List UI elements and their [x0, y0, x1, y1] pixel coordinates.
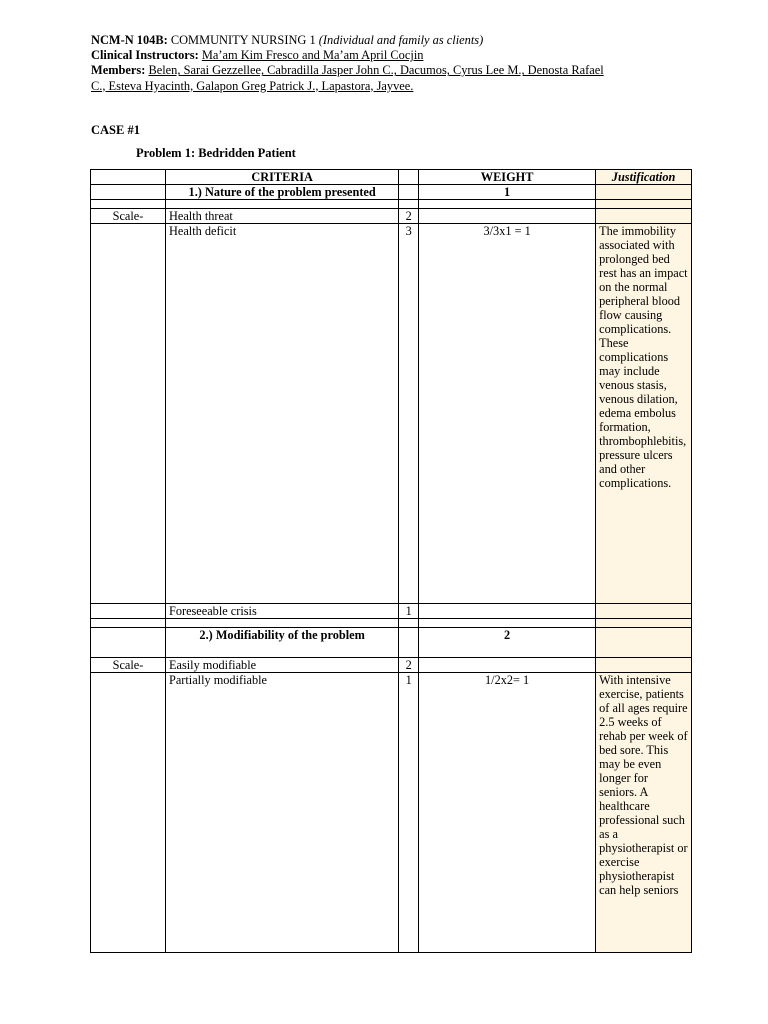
problem-title: Problem 1: Bedridden Patient — [136, 146, 296, 160]
criterion-computed — [419, 658, 596, 673]
course-line: NCM-N 104B: COMMUNITY NURSING 1 (Individual and family as clients) — [91, 33, 484, 47]
table-row — [91, 604, 692, 619]
spacer-row — [91, 619, 692, 628]
criterion-score: 1 — [399, 673, 419, 953]
criterion-computed — [419, 604, 596, 619]
criterion-justification — [596, 658, 692, 673]
criterion-justification: With intensive exercise, patients of all ages require 2.5 weeks of rehab per week of bed sore. This may be even longer for seniors. A healthcare professional such as a physiotherapist or exercise physiotherapist can help seniors — [596, 673, 692, 953]
document-header — [91, 33, 691, 94]
table-header-row — [91, 170, 692, 185]
criterion-score: 2 — [399, 658, 419, 673]
members-line-2: C., Esteva Hyacinth, Galapon Greg Patrick J., Lapastora, Jayvee. — [91, 78, 414, 93]
case-title: CASE #1 — [91, 123, 140, 137]
criterion-score: 1 — [399, 604, 419, 619]
section-2-weight: 2 — [419, 628, 596, 658]
criterion-justification — [596, 209, 692, 224]
instructors-line: Clinical Instructors: Ma’am Kim Fresco and Ma’am April Cocjin — [91, 48, 424, 63]
criterion-computed: 3/3x1 = 1 — [419, 224, 596, 604]
table-row — [91, 209, 692, 224]
criterion-computed — [419, 209, 596, 224]
table-row — [91, 673, 692, 953]
section-2-title: 2.) Modifiability of the problem — [165, 628, 398, 658]
section-1-title: 1.) Nature of the problem presented — [165, 185, 398, 200]
criterion-label: Easily modifiable — [165, 658, 398, 673]
section-1-title-row — [91, 185, 692, 200]
spacer-row — [91, 200, 692, 209]
criterion-score: 2 — [399, 209, 419, 224]
criterion-computed: 1/2x2= 1 — [419, 673, 596, 953]
criterion-justification — [596, 604, 692, 619]
criterion-score: 3 — [399, 224, 419, 604]
criterion-label: Foreseeable crisis — [165, 604, 398, 619]
scale-label: Scale- — [91, 658, 166, 673]
scale-label: Scale- — [91, 209, 166, 224]
members-line: Members: Belen, Sarai Gezzellee, Cabradilla Jasper John C., Dacumos, Cyrus Lee M., Denosta Rafael — [91, 63, 604, 78]
criterion-justification: The immobility associated with prolonged bed rest has an impact on the normal peripheral blood flow causing complications. These complications may include venous stasis, venous dilation, edema embolus formation, thrombophlebitis, pressure ulcers and other complications. — [596, 224, 692, 604]
weight-column-header: WEIGHT — [419, 170, 596, 185]
table-row — [91, 658, 692, 673]
criteria-column-header: CRITERIA — [165, 170, 398, 185]
section-1-weight: 1 — [419, 185, 596, 200]
criterion-label: Partially modifiable — [165, 673, 398, 953]
section-2-title-row — [91, 628, 692, 658]
criterion-label: Health deficit — [165, 224, 398, 604]
criteria-table — [90, 169, 692, 953]
justification-column-header: Justification — [596, 170, 692, 185]
criterion-label: Health threat — [165, 209, 398, 224]
table-row — [91, 224, 692, 604]
